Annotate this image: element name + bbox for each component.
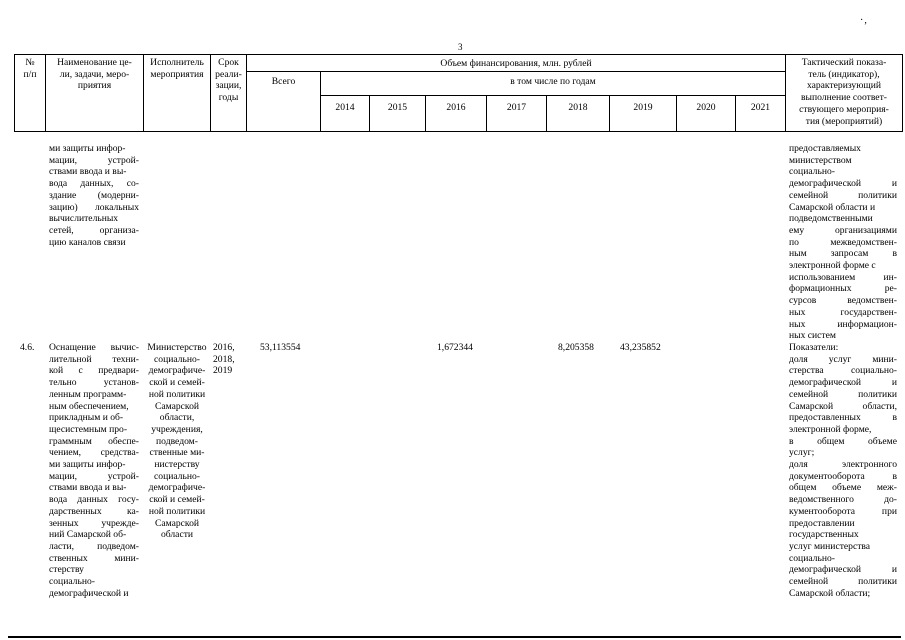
text-line: Самарской области; (789, 587, 871, 599)
text-line: государственных (789, 529, 859, 541)
text-line: ственные ми- (149, 447, 205, 459)
row-name (49, 342, 139, 599)
text-line: предоставляемых (789, 143, 861, 154)
text-line: вода данных, со- (49, 178, 139, 190)
text-line: демографической и (789, 178, 897, 190)
text-line: социально- (49, 576, 95, 588)
text-line: ний Самарской об- (49, 529, 127, 541)
header-year-2021: 2021 (750, 102, 771, 113)
text-line: вода данных госу- (49, 494, 139, 506)
text-line: ленным программ- (49, 388, 127, 400)
text-line: Самарской области, (789, 400, 897, 412)
text-line: демографической и (49, 587, 129, 599)
text-line: доля услуг мини- (789, 353, 897, 365)
text-line: Показатели: (789, 342, 839, 353)
text-line: области (160, 529, 194, 541)
row-indicator (789, 342, 897, 599)
col-border (902, 54, 903, 132)
text-line: Оснащение вычис- (49, 342, 139, 353)
text-line: в общем объеме (789, 435, 897, 447)
text-line: здание (модерни- (49, 189, 139, 201)
text-line: ведомственного до- (789, 494, 897, 506)
header-financing: Объем финансирования, млн. рублей (440, 58, 592, 69)
text-line: Самарской (154, 517, 200, 529)
text-line: ных информацион- (789, 318, 897, 330)
text-line: ным запросам в (789, 248, 897, 260)
text-line: нистерству (154, 459, 200, 471)
header-year-2017: 2017 (506, 102, 527, 113)
text-line: щесистемным про- (49, 423, 128, 435)
text-line: использованием ин- (789, 271, 897, 283)
text-line: услуг министерства (789, 540, 871, 552)
text-line: социально- (789, 166, 835, 178)
text-line: формационных ре- (789, 283, 897, 295)
text-line: услуг; (789, 447, 815, 459)
text-line: 2019 (213, 365, 233, 377)
text-line: общем объеме меж- (789, 482, 897, 494)
text-line: ской и семей- (149, 494, 205, 506)
text-line: по межведомствен- (789, 236, 897, 248)
text-line: кументооборота при (789, 505, 897, 517)
text-line: семейной политики (789, 388, 897, 400)
text-line: демографиче- (148, 482, 206, 494)
text-line: доля электронного (789, 459, 897, 471)
header-by-years: в том числе по годам (510, 76, 596, 87)
text-line: подведомственными (789, 213, 873, 225)
header-total: Всего (271, 76, 296, 87)
header-indicator: Тактический показа- тель (индикатор), характеризующий выполнение соответ- ствующего мероприя- тия (мероприятий) (799, 57, 889, 127)
text-line: вычислительных (49, 213, 119, 225)
text-line: мации, устрой- (49, 470, 139, 482)
text-line: демографической и (789, 564, 897, 576)
text-line: тельно установ- (49, 377, 139, 389)
text-line: кой с предвари- (49, 365, 139, 377)
text-line: документооборота в (789, 470, 897, 482)
header-period: Срок реали- зации, годы (215, 57, 242, 104)
header-year-2014: 2014 (335, 102, 355, 113)
row-executor (144, 342, 210, 541)
text-line: зенных учрежде- (49, 517, 139, 529)
financing-header-divider (246, 71, 785, 72)
row-number: 4.6. (20, 342, 35, 353)
text-line: ной политики (148, 505, 206, 517)
text-line: дарственных ка- (49, 505, 139, 517)
continued-row-indicator (789, 143, 897, 342)
row-value-2018: 8,205358 (558, 342, 594, 353)
text-line: предоставленных в (789, 412, 897, 424)
text-line: сетей, организа- (49, 224, 139, 236)
row-total: 53,113554 (260, 342, 301, 353)
text-line: Министерство (147, 342, 207, 353)
text-line: области, (159, 412, 195, 424)
text-line: семейной политики (789, 576, 897, 588)
header-number: № п/п (23, 57, 37, 80)
text-line: стерства социально- (789, 365, 897, 377)
text-line: лительной техни- (49, 353, 139, 365)
text-line: предоставлении (789, 517, 855, 529)
text-line: ми защиты инфор- (49, 459, 126, 471)
page-bottom-rule (8, 636, 901, 638)
text-line: социально- (154, 353, 200, 365)
text-line: ным обеспечением, (49, 400, 129, 412)
text-line: чением, средства- (49, 447, 139, 459)
page-number: 3 (458, 42, 463, 52)
text-line: ной политики (148, 388, 206, 400)
text-line: Самарской (154, 400, 200, 412)
text-line: подведом- (156, 435, 198, 447)
text-line: ской и семей- (149, 377, 205, 389)
text-line: прикладным и об- (49, 412, 124, 424)
text-line: ных государствен- (789, 306, 897, 318)
text-line: зацию) локальных (49, 201, 139, 213)
text-line: 2016, (213, 342, 235, 353)
header-year-2018: 2018 (568, 102, 588, 113)
header-year-2020: 2020 (696, 102, 716, 113)
text-line: сурсов ведомствен- (789, 295, 897, 307)
text-line: семейной политики (789, 189, 897, 201)
text-line: мации, устрой- (49, 154, 139, 166)
text-line: ственных мини- (49, 552, 139, 564)
text-line: социально- (789, 552, 835, 564)
row-value-2019: 43,235852 (620, 342, 661, 353)
text-line: ствами ввода и вы- (49, 482, 127, 494)
text-line: ствами ввода и вы- (49, 166, 127, 178)
text-line: стерству (49, 564, 84, 576)
text-line: электронной форме, (789, 423, 872, 435)
row-value-2016: 1,672344 (437, 342, 473, 353)
header-executor: Исполнитель мероприятия (150, 57, 204, 80)
header-year-2016: 2016 (446, 102, 466, 113)
continued-row-name (49, 143, 139, 248)
table-top-border (14, 54, 902, 55)
header-year-2015: 2015 (387, 102, 408, 113)
text-line: министерством (789, 154, 852, 166)
text-line: демографиче- (148, 365, 206, 377)
text-line: демографической и (789, 377, 897, 389)
years-header-divider (320, 95, 785, 96)
text-line: ласти, подведом- (49, 540, 139, 552)
header-year-2019: 2019 (633, 102, 653, 113)
row-period (213, 342, 245, 377)
text-line: ми защиты инфор- (49, 143, 126, 154)
text-line: Самарской области и (789, 201, 876, 213)
text-line: ных систем (789, 330, 836, 342)
text-line: ему организациями (789, 224, 897, 236)
text-line: социально- (154, 470, 200, 482)
text-line: 2018, (213, 353, 235, 365)
text-line: граммным обеспе- (49, 435, 139, 447)
header-name: Наименование це- ли, задачи, меро- приятия (57, 57, 132, 92)
text-line: электронной форме с (789, 260, 876, 272)
text-line: цию каналов связи (49, 236, 126, 248)
text-line: учреждения, (151, 423, 203, 435)
scan-mark: ·, (860, 15, 868, 26)
header-bottom-border (14, 131, 902, 132)
